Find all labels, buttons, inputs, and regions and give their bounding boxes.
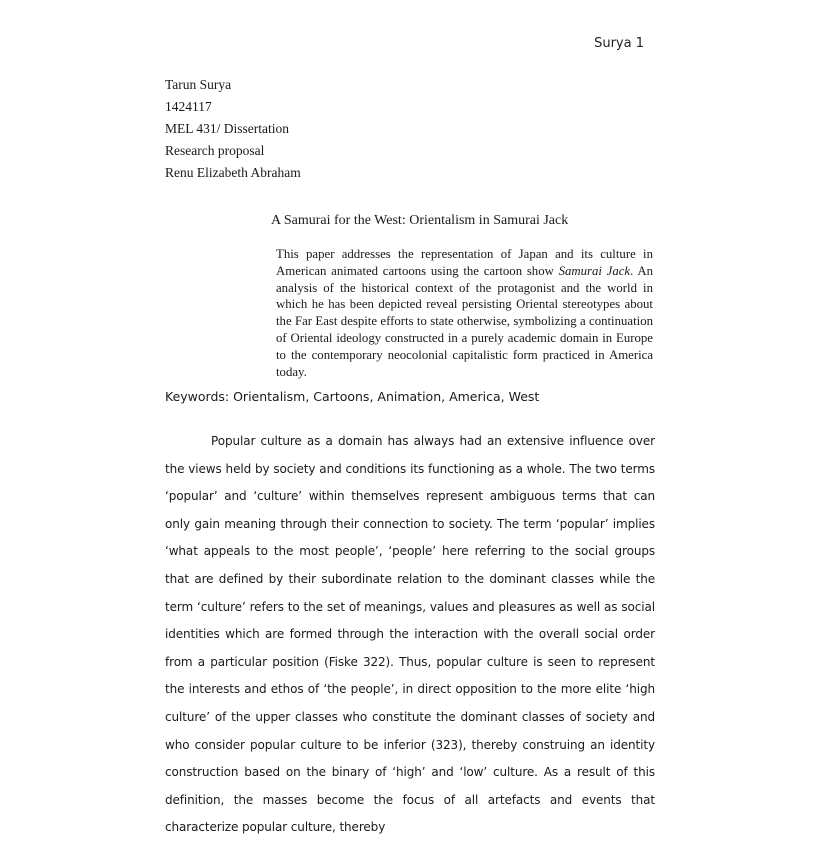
body-paragraph [165,428,655,842]
abstract-text-2: . An analysis of the historical context of the protagonist and the world in which he has been depicted reveal persisting Oriental stereotypes about the Far East despite efforts to state otherwise, symbolizing a continuation of Oriental ideology constructed in a purely academic domain in Europe to the contemporary neocolonial capitalistic form practiced in America today. [276,263,653,379]
body-text: Popular culture as a domain has always had an extensive influence over the views held by society and conditions its functioning as a whole. The two terms ‘popular’ and ‘culture’ within themselves represent ambiguous terms that can only gain meaning through their connection to society. The term ‘popular’ implies ‘what appeals to the most people’, ‘people’ here referring to the social groups that are defined by their subordinate relation to the dominant classes while the term ‘culture’ refers to the set of meanings, values and pleasures as well as social identities which are formed through the interaction with the overall social order from a particular position (Fiske 322). Thus, popular culture is seen to represent the interests and ethos of ‘the people’, in direct opposition to the more elite ‘high culture’ of the upper classes who constitute the dominant classes of society and who consider popular culture to be inferior (323), thereby construing an identity construction based on the binary of ‘high’ and ‘low’ culture. As a result of this definition, the masses become the focus of all artefacts and events that characterize popular culture, thereby [165,434,655,835]
course-name: MEL 431/ Dissertation [165,121,289,136]
student-id: 1424117 [165,99,212,114]
instructor-name: Renu Elizabeth Abraham [165,165,301,180]
abstract-show-title: Samurai Jack [558,263,631,278]
author-name: Tarun Surya [165,77,232,92]
author-block [165,74,301,184]
abstract [276,246,653,380]
paper-title: A Samurai for the West: Orientalism in Samurai Jack [271,213,569,228]
abstract-text-1: This paper addresses the representation of Japan and its culture in American animated cartoons using the cartoon show [276,247,653,278]
document-type: Research proposal [165,143,265,158]
page-header-number: Surya 1 [594,36,644,51]
keywords-line: Keywords: Orientalism, Cartoons, Animation, America, West [165,389,540,404]
